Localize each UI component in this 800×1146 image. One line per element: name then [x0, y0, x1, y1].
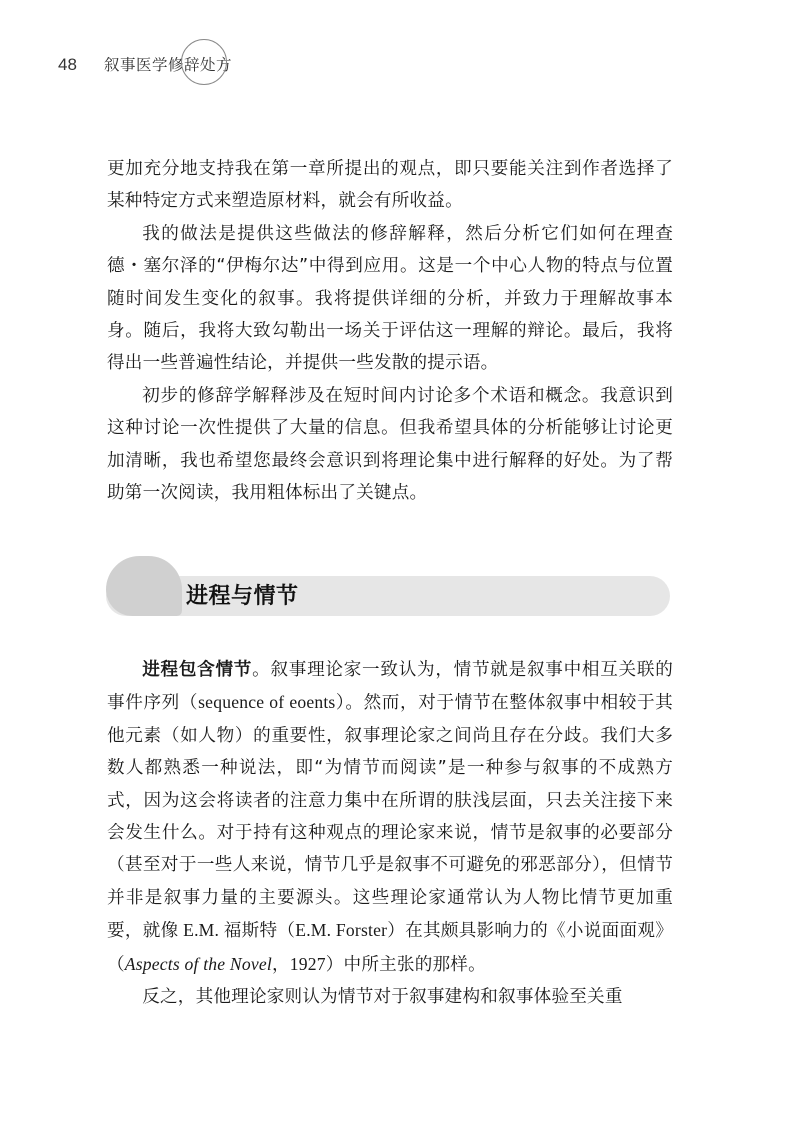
- bold-key-point: 进程包含情节: [142, 660, 253, 680]
- paragraph-text: ）在其颇具影响力的《小说面面观》（: [107, 921, 673, 975]
- paragraph-text: ）。然而，对于情节在整体叙事中相较于其他元素（如人物）的重要性，叙事理论家之间尚且存在分歧。我们大多数人都熟悉一种说法，即“为情节而阅读”是一种参与叙事的不成熟方式，因为这会将读者的注意力集中在所谓的肤浅层面，只去关注接下来会发生什么。对于持有这种观点的理论家来说，情节是叙事的必要部分（甚至对于一些人来说，情节几乎是叙事不可避免的邪恶部分），但情节并非是叙事力量的主要源头。这些理论家通常认为人物比情节更加重要，就像: [107, 693, 673, 942]
- author-abbrev: E.M.: [178, 920, 224, 941]
- paragraph-text: ，: [271, 954, 290, 975]
- author-english-name: E.M. Forster: [295, 920, 388, 941]
- paragraph: 更加充分地支持我在第一章所提出的观点，即只要能关注到作者选择了某种特定方式来塑造原材料，就会有所收益。: [107, 159, 673, 212]
- section-title: 进程与情节: [186, 584, 299, 609]
- paragraph-progression: [107, 654, 673, 981]
- english-term: sequence of eoents: [198, 692, 336, 713]
- paragraph: 我的做法是提供这些做法的修辞解释，然后分析它们如何在理查德・塞尔泽的“伊梅尔达”中得到应用。这是一个中心人物的特点与位置随时间发生变化的叙事。我将提供详细的分析，并致力于理解故事本身。随后，我将大致勾勒出一场关于评估这一理解的辩论。最后，我将得出一些普遍性结论，并提供一些发散的提示语。: [107, 223, 673, 374]
- paragraph-text: 。叙事理论家一致认为，情节就是叙事中相互关联的事件序列（: [107, 660, 673, 714]
- header-circle-ornament: [181, 39, 227, 85]
- book-title-english: Aspects of the Novel: [124, 953, 272, 974]
- text-block-bottom: [107, 654, 673, 1013]
- text-block-top: [107, 153, 673, 509]
- publication-year: 1927: [289, 953, 326, 974]
- paragraph: 初步的修辞学解释涉及在短时间内讨论多个术语和概念。我意识到这种讨论一次性提供了大量的信息。但我希望具体的分析能够让讨论更加清晰，我也希望您最终会意识到将理论集中进行解释的好处。为了帮助第一次阅读，我用粗体标出了关键点。: [107, 385, 673, 504]
- running-title: 叙事医学修辞处方: [104, 56, 233, 74]
- page-number: 48: [58, 55, 77, 74]
- page-header: [0, 0, 800, 120]
- heading-ornament: [106, 556, 182, 616]
- section-heading: [106, 556, 670, 618]
- paragraph-text: ）中所主张的那样。: [325, 954, 486, 975]
- paragraph-text: 福斯特（: [223, 921, 296, 942]
- paragraph: 反之，其他理论家则认为情节对于叙事建构和叙事体验至关重: [142, 987, 623, 1008]
